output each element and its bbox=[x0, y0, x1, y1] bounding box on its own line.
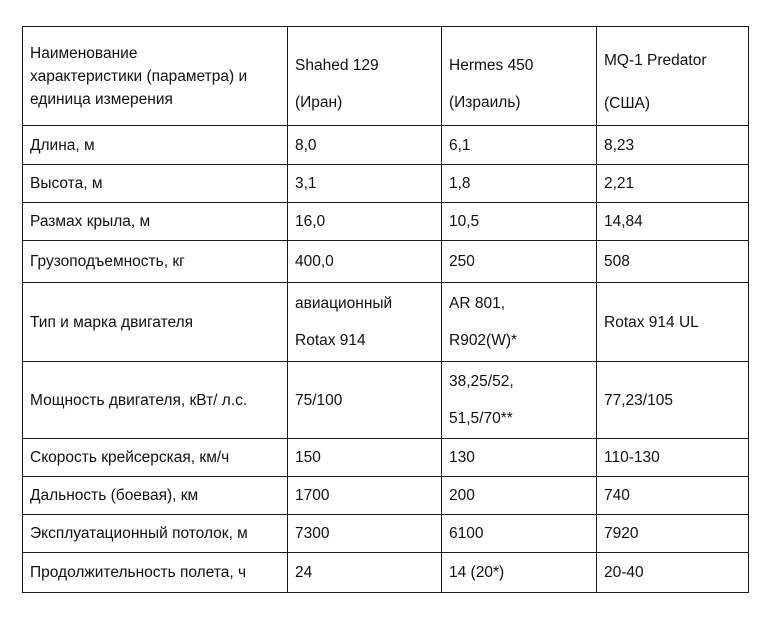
header-col-name: MQ-1 Predator bbox=[604, 52, 707, 69]
row-value: 8,23 bbox=[597, 126, 749, 165]
table-row bbox=[23, 553, 749, 593]
row-value-line: 51,5/70** bbox=[449, 410, 513, 427]
header-col-country: (Иран) bbox=[295, 94, 343, 111]
row-param: Размах крыла, м bbox=[23, 203, 288, 241]
row-value: 1,8 bbox=[442, 165, 597, 203]
row-value: 6100 bbox=[442, 515, 597, 553]
row-value: 14,84 bbox=[597, 203, 749, 241]
header-param-line: единица измерения bbox=[30, 90, 173, 108]
row-value-line: R902(W)* bbox=[449, 332, 518, 349]
table-row bbox=[23, 165, 749, 203]
header-col-name: Shahed 129 bbox=[295, 57, 379, 74]
row-value: 8,0 bbox=[288, 126, 442, 165]
table-row bbox=[23, 241, 749, 283]
row-value: 20-40 bbox=[597, 553, 749, 593]
row-param: Грузоподъемность, кг bbox=[23, 241, 288, 283]
row-value: 130 bbox=[442, 439, 597, 477]
header-col-country: (Израиль) bbox=[449, 94, 521, 111]
row-value: 110-130 bbox=[597, 439, 749, 477]
row-param: Продолжительность полета, ч bbox=[23, 553, 288, 593]
table-row bbox=[23, 515, 749, 553]
table-row bbox=[23, 439, 749, 477]
table-row bbox=[23, 477, 749, 515]
row-value: 14 (20*) bbox=[442, 553, 597, 593]
header-col-country: (США) bbox=[604, 95, 651, 112]
row-param: Скорость крейсерская, км/ч bbox=[23, 439, 288, 477]
row-value: 7300 bbox=[288, 515, 442, 553]
row-param: Высота, м bbox=[23, 165, 288, 203]
header-col-predator bbox=[597, 27, 749, 126]
row-value-line: Rotax 914 bbox=[295, 332, 366, 349]
row-value: 6,1 bbox=[442, 126, 597, 165]
header-param-line: Наименование bbox=[30, 44, 138, 62]
row-param: Мощность двигателя, кВт/ л.с. bbox=[23, 362, 288, 439]
row-value: 77,23/105 bbox=[597, 362, 749, 439]
row-value: 3,1 bbox=[288, 165, 442, 203]
header-row bbox=[23, 27, 749, 126]
row-param: Тип и марка двигателя bbox=[23, 283, 288, 362]
row-param: Эксплуатационный потолок, м bbox=[23, 515, 288, 553]
row-value: 75/100 bbox=[288, 362, 442, 439]
table-row bbox=[23, 126, 749, 165]
row-value: 7920 bbox=[597, 515, 749, 553]
row-value: 150 bbox=[288, 439, 442, 477]
spec-table bbox=[22, 26, 749, 593]
row-value bbox=[442, 362, 597, 439]
row-value-line: авиационный bbox=[295, 295, 393, 312]
header-col-name: Hermes 450 bbox=[449, 57, 534, 74]
row-value: 740 bbox=[597, 477, 749, 515]
row-value-line: AR 801, bbox=[449, 295, 506, 312]
row-value: 200 bbox=[442, 477, 597, 515]
row-value: 16,0 bbox=[288, 203, 442, 241]
table-row bbox=[23, 362, 749, 439]
row-value: 24 bbox=[288, 553, 442, 593]
table-row bbox=[23, 283, 749, 362]
row-value: 400,0 bbox=[288, 241, 442, 283]
row-param: Дальность (боевая), км bbox=[23, 477, 288, 515]
header-param-line: характеристики (параметра) и bbox=[30, 67, 248, 85]
row-value: Rotax 914 UL bbox=[597, 283, 749, 362]
row-value: 2,21 bbox=[597, 165, 749, 203]
row-value bbox=[288, 283, 442, 362]
row-value-line: 38,25/52, bbox=[449, 373, 514, 390]
row-value: 10,5 bbox=[442, 203, 597, 241]
table-row bbox=[23, 203, 749, 241]
header-param bbox=[23, 27, 288, 126]
row-param: Длина, м bbox=[23, 126, 288, 165]
row-value: 250 bbox=[442, 241, 597, 283]
row-value bbox=[442, 283, 597, 362]
row-value: 508 bbox=[597, 241, 749, 283]
header-col-shahed bbox=[288, 27, 442, 126]
header-col-hermes bbox=[442, 27, 597, 126]
row-value: 1700 bbox=[288, 477, 442, 515]
